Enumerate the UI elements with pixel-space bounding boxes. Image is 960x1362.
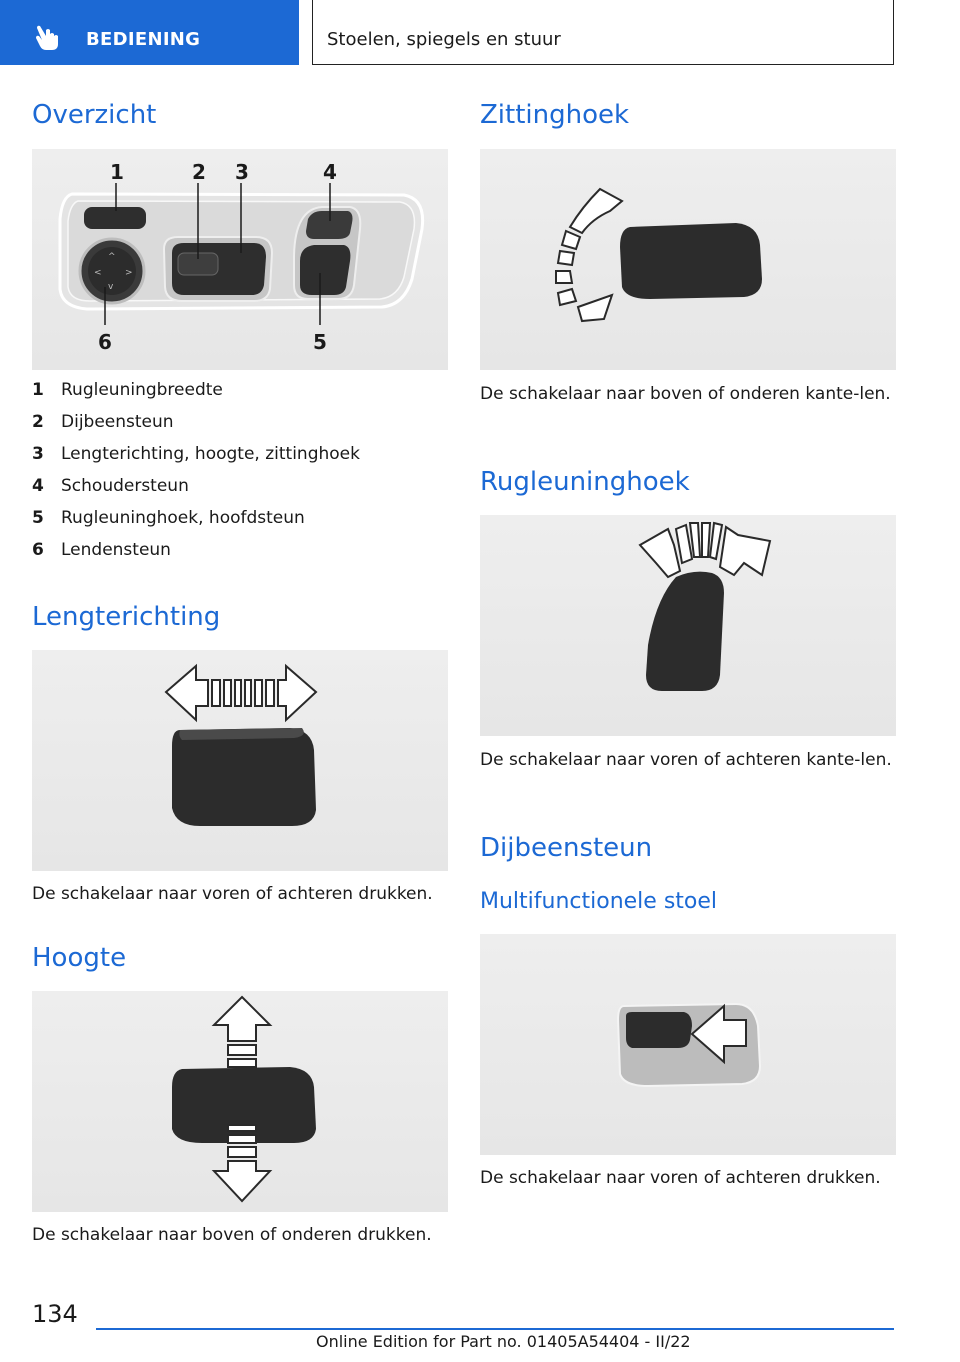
- legend-number: 6: [32, 540, 44, 560]
- height-text: De schakelaar naar boven of onderen drukken.: [32, 1225, 432, 1245]
- seat-angle-switch-illustration: [480, 149, 896, 370]
- legend-text: Dijbeensteun: [61, 412, 174, 432]
- legend-number: 3: [32, 444, 44, 464]
- chapter-title: Stoelen, spiegels en stuur: [327, 29, 561, 50]
- legend-item: [32, 380, 448, 412]
- svg-text:^: ^: [108, 252, 116, 262]
- svg-text:<: <: [94, 268, 102, 278]
- seat-control-panel-illustration: [32, 149, 448, 370]
- legend-text: Lengterichting, hoogte, zittinghoek: [61, 444, 360, 464]
- thigh-support-text: De schakelaar naar voren of achteren drukken.: [480, 1168, 881, 1188]
- heading-overview: Overzicht: [32, 100, 157, 130]
- longitudinal-text: De schakelaar naar voren of achteren drukken.: [32, 884, 433, 904]
- seat-angle-text: De schakelaar naar boven of onderen kante-len.: [480, 384, 891, 404]
- chapter-header: [312, 0, 894, 65]
- height-switch-illustration: [32, 991, 448, 1212]
- callout-4: 4: [323, 160, 337, 184]
- heading-thigh-support: Dijbeensteun: [480, 833, 653, 863]
- callout-5: 5: [313, 330, 327, 354]
- heading-height: Hoogte: [32, 943, 127, 973]
- legend-text: Rugleuningbreedte: [61, 380, 223, 400]
- legend-number: 4: [32, 476, 44, 496]
- legend-number: 1: [32, 380, 44, 400]
- callout-6: 6: [98, 330, 112, 354]
- svg-text:>: >: [125, 268, 133, 278]
- footer-edition-text: Online Edition for Part no. 01405A54404 - II/22: [316, 1332, 691, 1351]
- legend-item: [32, 508, 448, 540]
- heading-longitudinal: Lengterichting: [32, 602, 221, 632]
- subheading-multifunction-seat: Multifunctionele stoel: [480, 889, 718, 914]
- legend-number: 5: [32, 508, 44, 528]
- backrest-angle-switch-illustration: [480, 515, 896, 736]
- legend-item: [32, 540, 448, 572]
- pointing-hand-icon: [34, 24, 64, 52]
- section-tab: [0, 0, 299, 65]
- legend-text: Lendensteun: [61, 540, 171, 560]
- overview-legend: [32, 380, 448, 572]
- page-number: 134: [32, 1300, 78, 1328]
- section-label: BEDIENING: [86, 29, 201, 50]
- heading-backrest-angle: Rugleuninghoek: [480, 467, 690, 497]
- thigh-support-switch-illustration: [480, 934, 896, 1155]
- legend-item: [32, 476, 448, 508]
- backrest-angle-text: De schakelaar naar voren of achteren kante-len.: [480, 750, 892, 770]
- heading-seat-angle: Zittinghoek: [480, 100, 630, 130]
- callout-3: 3: [235, 160, 249, 184]
- callout-2: 2: [192, 160, 206, 184]
- legend-item: [32, 444, 448, 476]
- legend-item: [32, 412, 448, 444]
- legend-text: Rugleuninghoek, hoofdsteun: [61, 508, 305, 528]
- svg-text:v: v: [108, 282, 114, 292]
- legend-number: 2: [32, 412, 44, 432]
- longitudinal-switch-illustration: [32, 650, 448, 871]
- callout-1: 1: [110, 160, 124, 184]
- footer-divider: [96, 1328, 894, 1330]
- legend-text: Schoudersteun: [61, 476, 189, 496]
